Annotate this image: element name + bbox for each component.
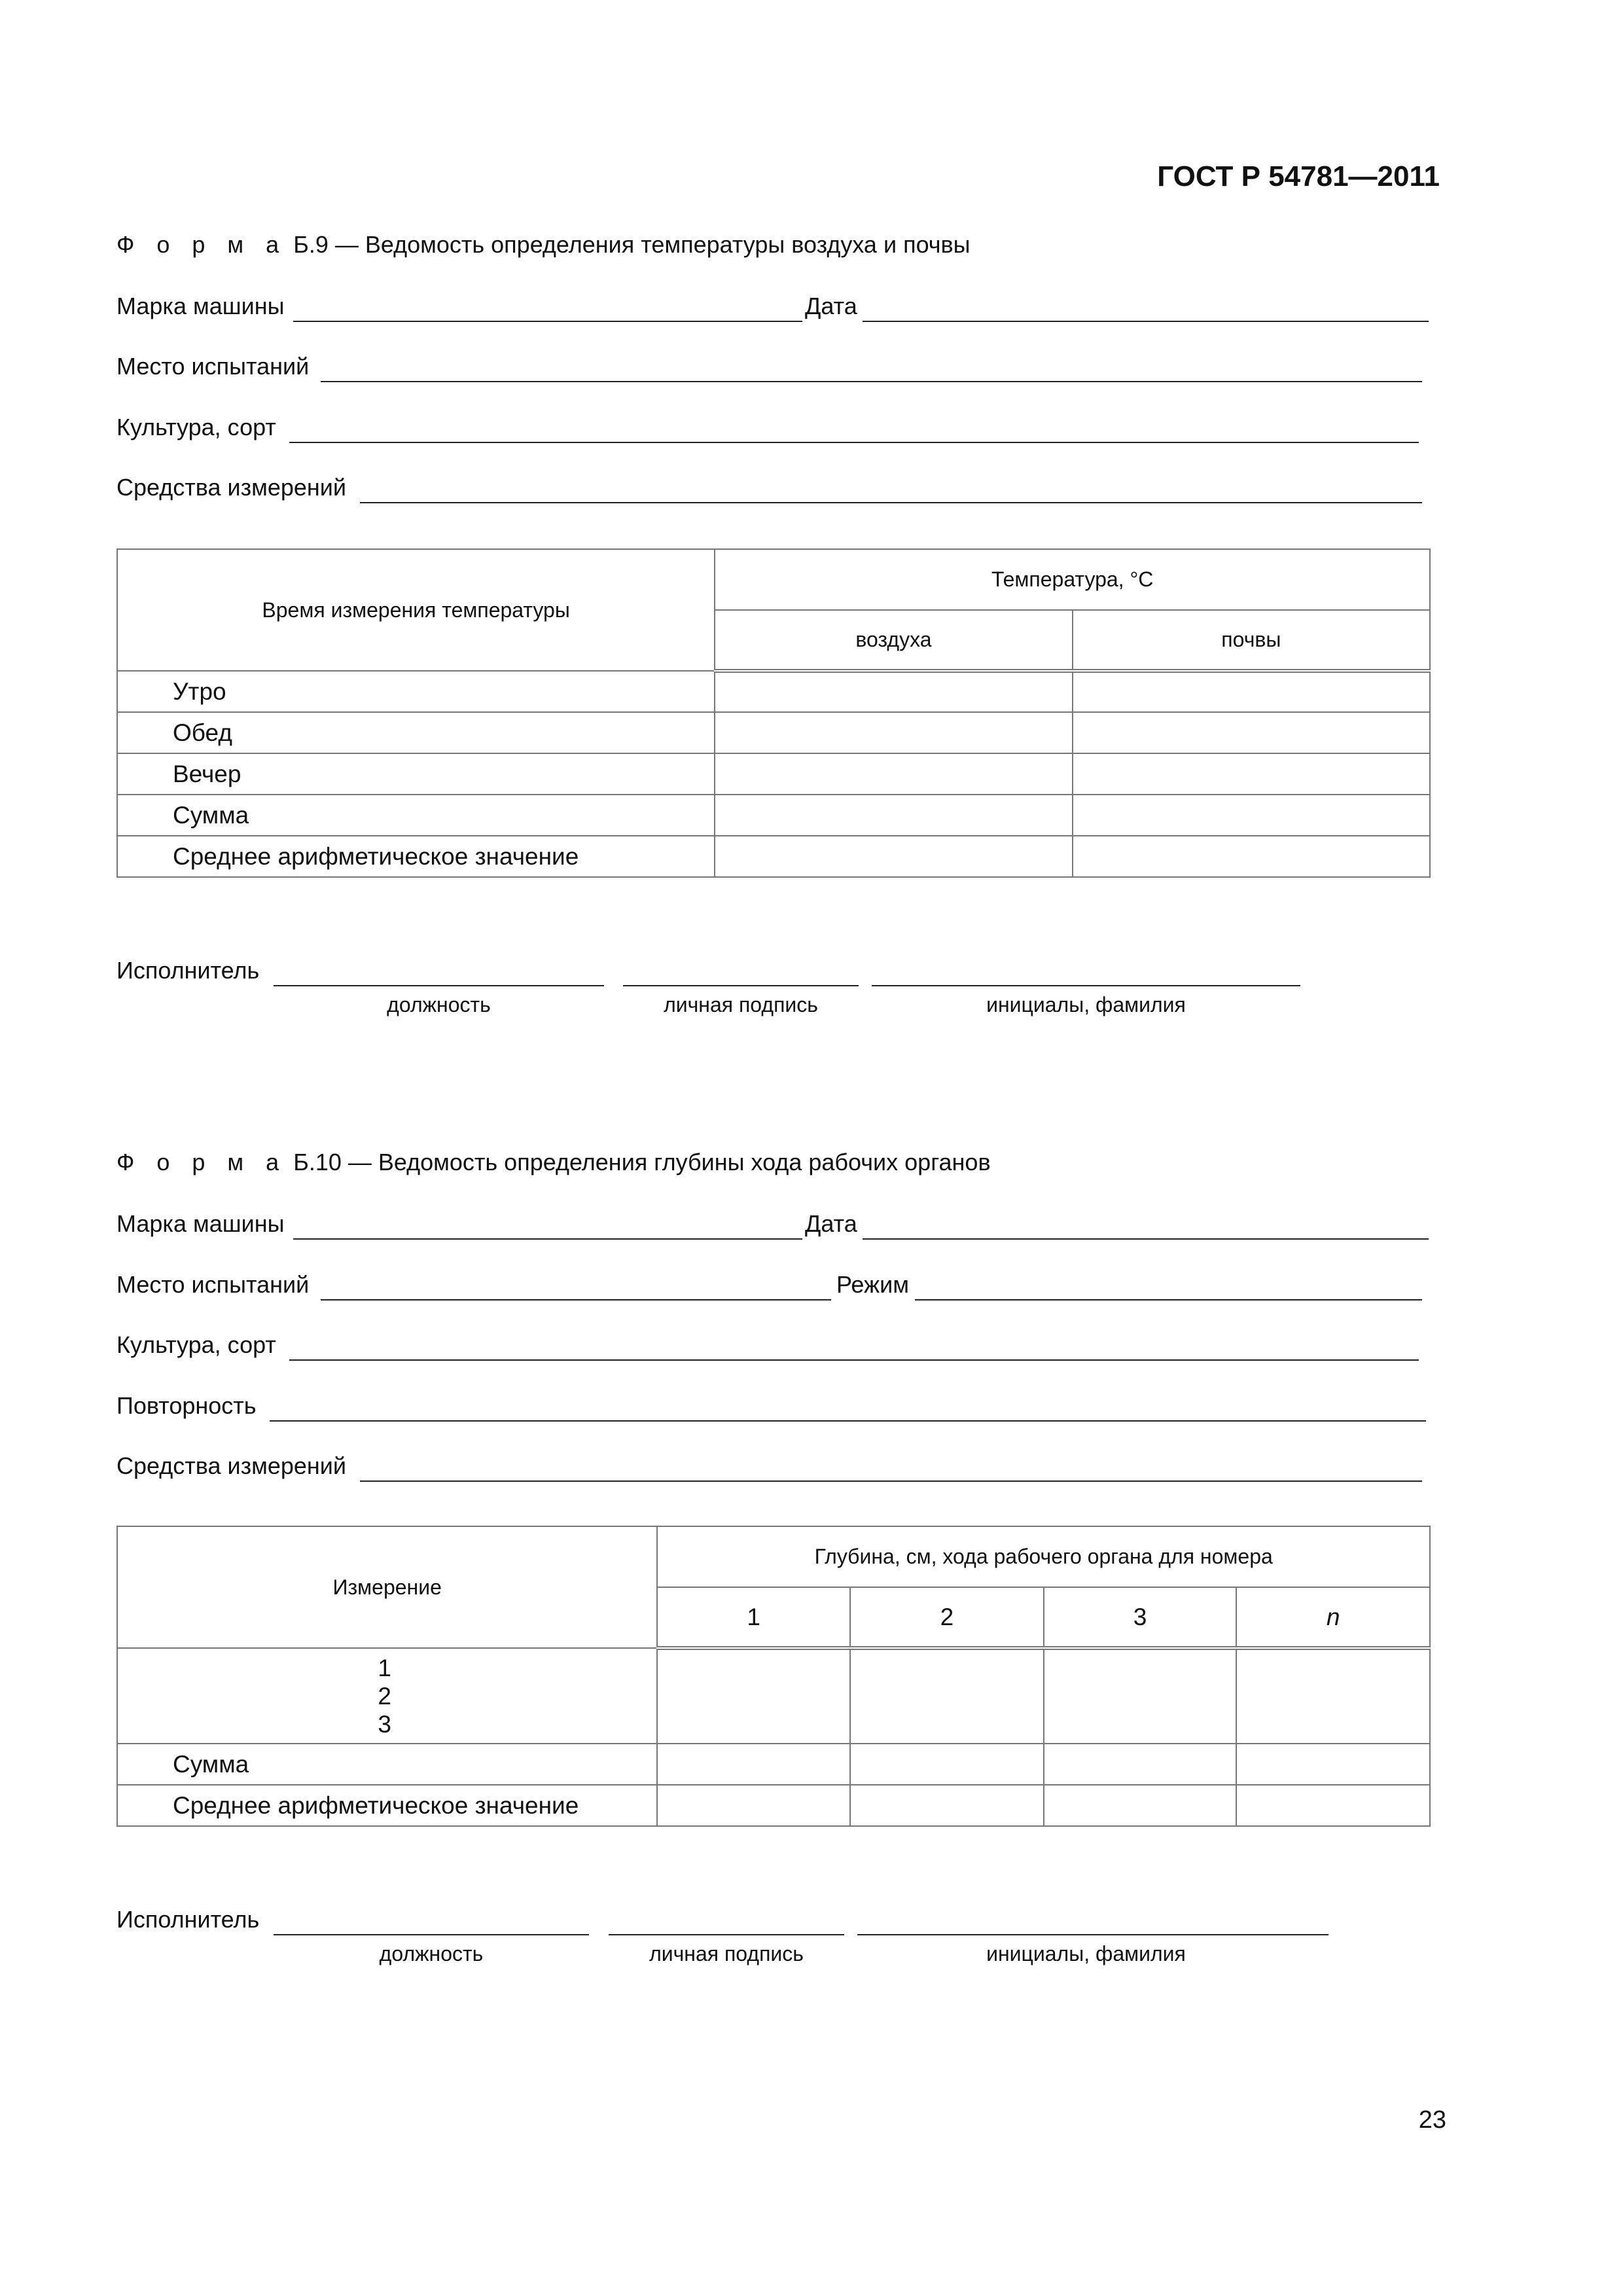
b10-instruments-line[interactable] xyxy=(360,1480,1422,1482)
b9-instruments-label: Средства измерений xyxy=(116,474,347,501)
b9-cell-soil[interactable] xyxy=(1073,836,1430,877)
b10-performer-label: Исполнитель xyxy=(116,1906,260,1933)
b9-cell-air[interactable] xyxy=(715,795,1072,836)
b10-cell[interactable] xyxy=(657,1648,850,1744)
b9-machine-brand-line[interactable] xyxy=(293,321,802,322)
b10-cell[interactable] xyxy=(850,1744,1044,1785)
b10-initials-caption: инициалы, фамилия xyxy=(986,1942,1186,1965)
b10-depth-table xyxy=(116,1526,1431,1827)
form-b9-title-rest: Б.9 — Ведомость определения температуры воздуха и почвы xyxy=(293,231,971,258)
b10-crop-variety-line[interactable] xyxy=(289,1359,1419,1361)
b10-mode-line[interactable] xyxy=(915,1299,1422,1300)
b10-col-number-header: 1 xyxy=(657,1587,850,1648)
page-number: 23 xyxy=(1418,2106,1446,2134)
b10-col-depth-group-header: Глубина, см, хода рабочего органа для номера xyxy=(657,1526,1430,1587)
standard-code: ГОСТ Р 54781—2011 xyxy=(1157,160,1440,192)
b10-col-number-header: n xyxy=(1236,1587,1430,1648)
b10-cell[interactable] xyxy=(1236,1785,1430,1826)
b10-mode-label: Режим xyxy=(836,1271,909,1298)
b10-row-label: Сумма xyxy=(117,1744,657,1785)
b9-position-caption: должность xyxy=(387,993,491,1016)
b10-row-label: Среднее арифметическое значение xyxy=(117,1785,657,1826)
b10-cell[interactable] xyxy=(1236,1648,1430,1744)
b9-col-temp-group-header: Температура, °С xyxy=(715,549,1430,610)
b10-signature-line[interactable] xyxy=(609,1934,844,1935)
b10-date-label: Дата xyxy=(805,1210,857,1237)
b9-cell-soil[interactable] xyxy=(1073,753,1430,795)
b10-repetition-line[interactable] xyxy=(270,1420,1426,1422)
b10-cell[interactable] xyxy=(1044,1785,1237,1826)
b10-initials-line[interactable] xyxy=(857,1934,1329,1935)
b10-signature-caption: личная подпись xyxy=(649,1942,804,1965)
b9-cell-air[interactable] xyxy=(715,671,1072,712)
b9-cell-soil[interactable] xyxy=(1073,712,1430,753)
form-b9-title xyxy=(116,231,971,259)
form-b10-title-prefix: Ф о р м а xyxy=(116,1149,287,1175)
b9-signature-caption: личная подпись xyxy=(664,993,818,1016)
b10-position-line[interactable] xyxy=(274,1934,589,1935)
form-b10-title xyxy=(116,1149,991,1176)
b10-measurement-number: 3 xyxy=(378,1710,391,1738)
form-b9-title-prefix: Ф о р м а xyxy=(116,231,287,258)
b9-performer-label: Исполнитель xyxy=(116,957,260,984)
b10-cell[interactable] xyxy=(657,1744,850,1785)
b9-row-label: Утро xyxy=(117,671,715,712)
b9-test-place-line[interactable] xyxy=(321,381,1422,382)
b9-test-place-label: Место испытаний xyxy=(116,353,310,380)
b9-position-line[interactable] xyxy=(274,985,604,986)
form-b10-title-rest: Б.10 — Ведомость определения глубины хода рабочих органов xyxy=(293,1149,991,1175)
b10-measurement-numbers-cell xyxy=(117,1648,657,1744)
b9-row-label: Среднее арифметическое значение xyxy=(117,836,715,877)
b10-machine-brand-label: Марка машины xyxy=(116,1210,285,1237)
b9-signature-line[interactable] xyxy=(623,985,859,986)
b10-instruments-label: Средства измерений xyxy=(116,1452,347,1479)
b10-cell[interactable] xyxy=(850,1648,1044,1744)
b9-cell-air[interactable] xyxy=(715,753,1072,795)
b9-row-label: Обед xyxy=(117,712,715,753)
b9-cell-air[interactable] xyxy=(715,712,1072,753)
b10-measurement-number: 1 xyxy=(378,1654,391,1681)
b9-col-air-header: воздуха xyxy=(715,610,1072,671)
b9-machine-brand-label: Марка машины xyxy=(116,293,285,319)
b10-test-place-line[interactable] xyxy=(321,1299,831,1300)
b9-col-time-header: Время измерения температуры xyxy=(117,549,715,671)
b9-row-label: Вечер xyxy=(117,753,715,795)
b9-initials-line[interactable] xyxy=(872,985,1300,986)
b10-date-line[interactable] xyxy=(863,1238,1429,1240)
b9-crop-variety-label: Культура, сорт xyxy=(116,414,276,440)
b10-measurement-number: 2 xyxy=(378,1682,391,1710)
b10-col-number-header: 2 xyxy=(850,1587,1044,1648)
b9-crop-variety-line[interactable] xyxy=(289,442,1419,443)
b10-position-caption: должность xyxy=(379,1942,484,1965)
b10-col-measurement-header: Измерение xyxy=(117,1526,657,1648)
b9-date-label: Дата xyxy=(805,293,857,319)
b9-date-line[interactable] xyxy=(863,321,1429,322)
b9-row-label: Сумма xyxy=(117,795,715,836)
b10-cell[interactable] xyxy=(850,1785,1044,1826)
b10-col-number-header: 3 xyxy=(1044,1587,1237,1648)
b10-cell[interactable] xyxy=(657,1785,850,1826)
b9-col-soil-header: почвы xyxy=(1073,610,1430,671)
b10-cell[interactable] xyxy=(1044,1744,1237,1785)
b9-initials-caption: инициалы, фамилия xyxy=(986,993,1186,1016)
b9-cell-soil[interactable] xyxy=(1073,795,1430,836)
b10-machine-brand-line[interactable] xyxy=(293,1238,802,1240)
b10-test-place-label: Место испытаний xyxy=(116,1271,310,1298)
b9-cell-soil[interactable] xyxy=(1073,671,1430,712)
b10-cell[interactable] xyxy=(1236,1744,1430,1785)
b10-repetition-label: Повторность xyxy=(116,1392,257,1419)
b10-cell[interactable] xyxy=(1044,1648,1237,1744)
b9-cell-air[interactable] xyxy=(715,836,1072,877)
b10-crop-variety-label: Культура, сорт xyxy=(116,1331,276,1358)
b9-instruments-line[interactable] xyxy=(360,502,1422,503)
b9-temperature-table xyxy=(116,548,1431,878)
